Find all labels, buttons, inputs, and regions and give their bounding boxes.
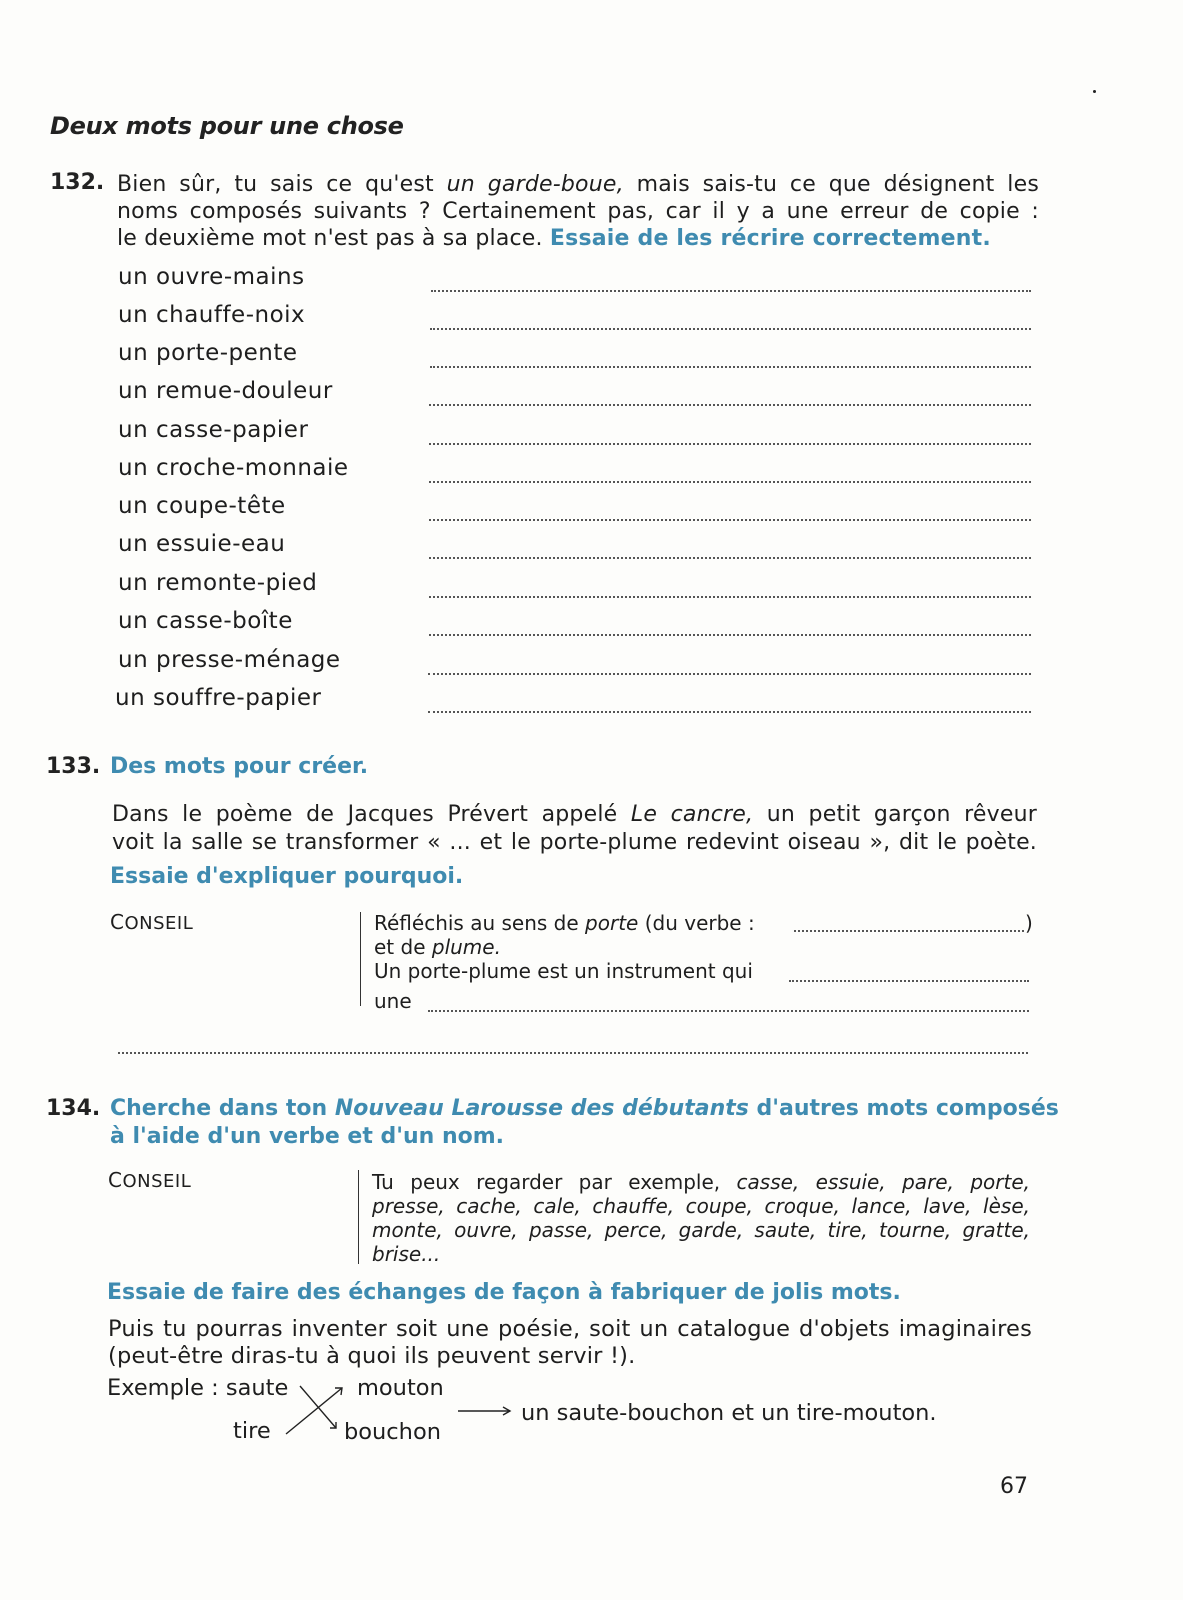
text-run: Dans le poème de Jacques Prévert appelé — [112, 802, 631, 827]
exercise-134-title-line-1 — [110, 1096, 1059, 1121]
text-run-italic: un garde-boue, — [446, 172, 624, 197]
text-run: ONSEIL — [124, 913, 194, 934]
example-label: Exemple : saute — [107, 1375, 289, 1401]
exercise-132-number: 132. — [50, 170, 105, 195]
text-run: un petit garçon rêveur — [753, 802, 1037, 827]
list-item — [118, 264, 1038, 303]
conseil-line-4: brise... — [372, 1242, 441, 1266]
exercise-132-instruction: Essaie de les récrire correctement. — [549, 226, 991, 251]
answer-line[interactable] — [431, 290, 1031, 292]
answer-line[interactable] — [429, 634, 1031, 636]
page-number: 67 — [1000, 1474, 1028, 1499]
text-run: Tu peux regarder par exemple, — [372, 1170, 737, 1194]
conseil-line-3: monte, ouvre, passe, perce, garde, saute, tire, tourne, gratte, — [372, 1218, 1030, 1242]
conseil-paren: ) — [1025, 911, 1033, 935]
example-word-mouton: mouton — [357, 1375, 444, 1401]
text-run-italic: porte — [585, 911, 639, 935]
exercise-132-line-1 — [117, 172, 1039, 198]
conseil-bar — [358, 1170, 359, 1264]
list-item — [118, 531, 1038, 570]
conseil-bar — [360, 912, 361, 1006]
answer-line[interactable] — [430, 366, 1031, 368]
list-item — [118, 647, 1038, 686]
section-title: Deux mots pour une chose — [50, 112, 404, 140]
text-run: Cherche dans ton — [110, 1096, 335, 1121]
text-run: Bien sûr, tu sais ce qu'est — [117, 172, 447, 197]
conseil-line-1 — [372, 1170, 1030, 1194]
example-word-tire: tire — [233, 1418, 271, 1444]
conseil-line-3: Un porte-plume est un instrument qui — [374, 959, 753, 983]
compound-word: un presse-ménage — [118, 647, 341, 673]
text-run: ONSEIL — [122, 1171, 192, 1192]
answer-line[interactable] — [429, 481, 1031, 483]
exercise-134-paragraph-line-2: (peut-être diras-tu à quoi ils peuvent servir !). — [108, 1343, 636, 1369]
answer-line[interactable] — [429, 519, 1031, 521]
cross-arrows-icon — [280, 1378, 360, 1444]
page-speck — [1093, 90, 1096, 93]
exercise-133-line-1 — [112, 802, 1037, 828]
text-run-italic: Le cancre, — [630, 802, 754, 827]
exercise-132-line-3 — [117, 226, 1017, 252]
exercise-134-title-line-2: à l'aide d'un verbe et d'un nom. — [110, 1124, 505, 1149]
text-run-italic: Nouveau Larousse des débutants — [334, 1096, 749, 1121]
exercise-133-number: 133. — [46, 754, 101, 779]
compound-word: un ouvre-mains — [118, 264, 305, 290]
compound-word: un remonte-pied — [118, 570, 318, 596]
list-item — [118, 302, 1038, 341]
text-run: le deuxième mot n'est pas à sa place. — [117, 226, 550, 251]
exercise-134-paragraph-line-1: Puis tu pourras inventer soit une poésie, soit un catalogue d'objets imaginaires — [108, 1316, 1032, 1342]
list-item — [118, 378, 1038, 417]
exercise-134-number: 134. — [46, 1096, 101, 1121]
exercise-133-line-2: voit la salle se transformer « ... et le porte-plume redevint oiseau », dit le poète. — [112, 830, 1037, 855]
list-item — [118, 570, 1038, 609]
text-run: C — [110, 910, 125, 934]
answer-line[interactable] — [428, 711, 1031, 713]
example-word-bouchon: bouchon — [344, 1419, 441, 1445]
text-run: (du verbe : — [638, 911, 755, 935]
list-item — [118, 455, 1038, 494]
answer-line[interactable] — [789, 980, 1029, 982]
text-run: d'autres mots composés — [748, 1096, 1059, 1121]
conseil-line-4: une — [374, 989, 412, 1013]
answer-line[interactable] — [428, 1010, 1029, 1012]
compound-word: un coupe-tête — [118, 493, 286, 519]
text-run-italic: casse, essuie, pare, porte, — [736, 1170, 1031, 1194]
answer-line[interactable] — [428, 673, 1031, 675]
exercise-133-instruction: Essaie d'expliquer pourquoi. — [110, 864, 464, 889]
exercise-132-line-2: noms composés suivants ? Certainement pas, car il y a une erreur de copie : — [117, 199, 1039, 224]
answer-line[interactable] — [429, 596, 1031, 598]
compound-word: un essuie-eau — [118, 531, 286, 557]
list-item — [118, 608, 1038, 647]
answer-line[interactable] — [430, 328, 1031, 330]
conseil-line-2: presse, cache, cale, chauffe, coupe, croque, lance, lave, lèse, — [372, 1194, 1030, 1218]
compound-word: un casse-boîte — [118, 608, 293, 634]
answer-line[interactable] — [794, 930, 1024, 932]
exercise-134-instruction: Essaie de faire des échanges de façon à fabriquer de jolis mots. — [107, 1280, 901, 1305]
list-item — [118, 417, 1038, 456]
answer-line[interactable] — [429, 443, 1031, 445]
conseil-label — [108, 1168, 191, 1192]
compound-word: un porte-pente — [118, 340, 298, 366]
text-run-italic: plume. — [431, 935, 501, 959]
answer-line[interactable] — [429, 404, 1031, 406]
conseil-label — [110, 910, 193, 934]
text-run: et de — [374, 935, 432, 959]
conseil-line-2 — [374, 935, 501, 959]
answer-line-full[interactable] — [118, 1052, 1028, 1054]
text-run: mais sais-tu ce que désignent les — [623, 172, 1039, 197]
list-item — [118, 340, 1038, 379]
list-item — [118, 493, 1038, 532]
compound-word: un remue-douleur — [118, 378, 333, 404]
arrow-right-icon — [458, 1404, 514, 1418]
text-run: C — [108, 1168, 123, 1192]
compound-word: un souffre-papier — [115, 685, 322, 711]
example-result: un saute-bouchon et un tire-mouton. — [521, 1400, 937, 1426]
compound-word: un croche-monnaie — [118, 455, 349, 481]
list-item — [115, 685, 1038, 724]
answer-line[interactable] — [429, 557, 1031, 559]
compound-word: un chauffe-noix — [118, 302, 306, 328]
conseil-line-1 — [374, 911, 755, 935]
text-run: Réfléchis au sens de — [374, 911, 586, 935]
compound-word: un casse-papier — [118, 417, 309, 443]
exercise-133-title: Des mots pour créer. — [110, 754, 369, 779]
